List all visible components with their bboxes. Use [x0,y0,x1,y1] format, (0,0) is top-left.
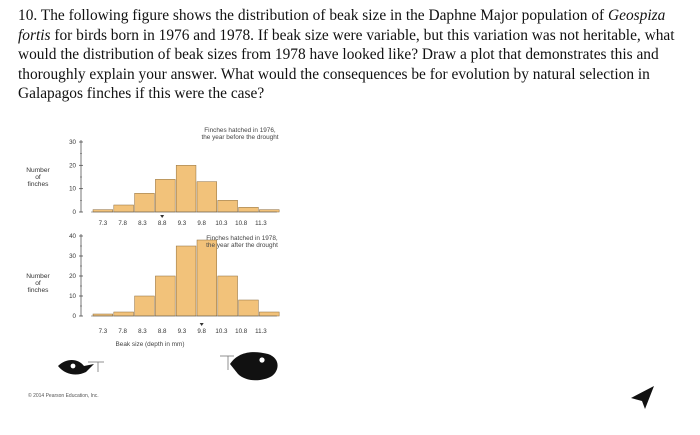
histogram-bar [93,210,113,212]
histogram-bar [197,240,217,316]
histogram-bar [218,200,238,212]
histogram-1 [79,140,279,218]
histogram-bar [114,205,134,212]
histogram-bar [135,296,155,316]
histogram-bar [155,179,175,212]
mean-marker [160,215,164,218]
x-tick-label: 7.3 [98,328,108,335]
y-tick-label: 20 [69,273,76,280]
x-tick-label: 7.8 [118,328,127,335]
histogram-bar [259,210,279,212]
y-axis-label: finches [27,181,49,188]
question-paragraph: 10. The following figure shows the distribution of beak size in the Daphne Major population of Geospiza fortis for birds born in 1976 and 1978. If beak size were variable, but this variation was not heritable, what would the distribution of beak sizes from 1978 have looked like? Draw a plot that demonstrates this and thoroughly explain your answer. What would the consequences be for evolution by natural selection in Galapagos finches if this were the case? [18,7,675,103]
histogram-bar [114,312,134,316]
y-tick-label: 40 [69,233,76,240]
x-tick-label: 9.3 [177,220,187,227]
chart-title: the year before the drought [201,134,279,141]
x-tick-label: 8.3 [138,328,147,335]
cursor-arrow-icon [628,382,658,412]
x-tick-label: 7.8 [118,220,127,227]
x-tick-label: 8.3 [138,220,147,227]
histogram-bar [239,207,259,212]
histogram-bar [218,276,238,316]
x-axis-label: Beak size (depth in mm) [115,341,185,348]
y-tick-label: 0 [72,313,76,320]
x-tick-label: 11.3 [255,328,267,335]
y-axis-label: finches [27,287,49,294]
y-tick-label: 10 [69,185,76,193]
large-beak-finch-icon [220,352,278,380]
y-axis-label: Number [26,273,50,280]
histogram-bar [155,276,175,316]
y-tick-label: 20 [69,162,76,170]
copyright-note: © 2014 Pearson Education, Inc. [28,393,99,399]
x-tick-label: 10.8 [235,328,248,335]
small-beak-finch-icon [58,360,104,374]
beak-size-histograms [0,120,700,435]
x-tick-label: 9.8 [197,220,206,227]
x-tick-label: 10.3 [215,328,228,335]
histogram-bar [197,182,217,212]
chart-title: Finches hatched in 1978, [206,235,278,242]
histogram-bar [176,165,196,212]
x-tick-label: 10.8 [235,220,248,227]
y-axis-label: of [35,280,41,287]
y-tick-label: 10 [69,293,76,300]
x-tick-label: 9.8 [197,328,206,335]
species-name: Geospiza fortis [18,7,666,44]
y-axis-label: Number [26,167,50,174]
y-tick-label: 30 [69,139,76,146]
y-axis-label: of [35,174,41,181]
x-tick-label: 8.8 [157,220,167,227]
y-tick-label: 0 [72,209,76,216]
chart-title: Finches hatched in 1976, [204,127,276,134]
histogram-bar [135,193,155,212]
histogram-bar [239,300,259,316]
mean-marker [200,323,204,326]
beak-size-figure [0,120,700,435]
x-tick-label: 7.3 [98,220,108,227]
x-tick-label: 9.3 [177,328,187,335]
chart-title: the year after the drought [206,242,278,249]
histogram-bar [259,312,279,316]
y-tick-label: 30 [69,253,76,260]
histogram-bar [176,246,196,316]
x-tick-label: 11.3 [255,220,267,227]
question-text [18,6,698,104]
x-tick-label: 8.8 [157,328,167,335]
x-tick-label: 10.3 [215,220,228,227]
